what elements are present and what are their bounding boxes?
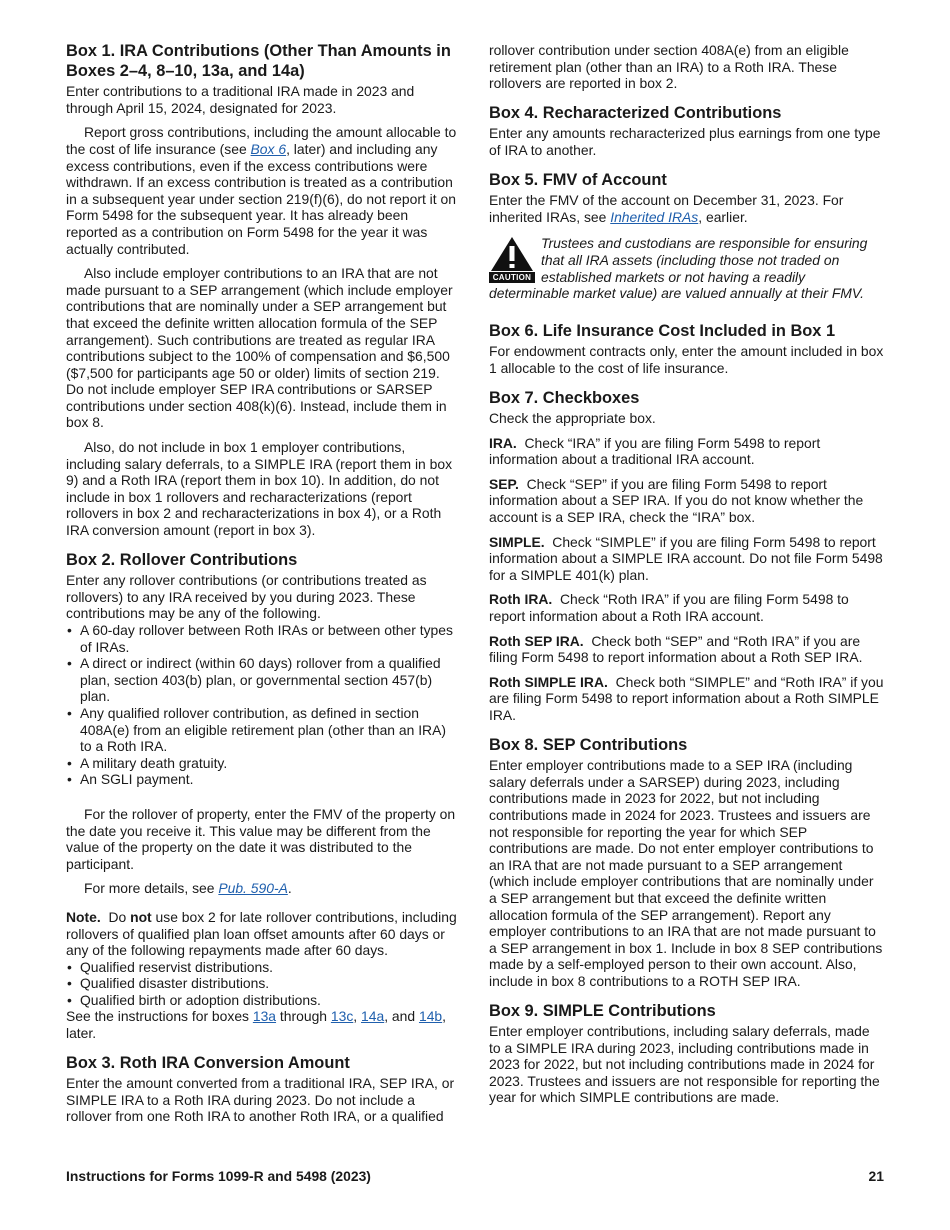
box14a-link[interactable]: 14a (361, 1008, 385, 1025)
left-column (66, 42, 460, 1133)
box8-text: Enter employer contributions made to a SEP IRA (including salary deferrals under a SARSEP) during 2023, including contributions made in 2023 for 2022, but not including contributions made in 2024 for 2023. Trustees and issuers are not responsible for reporting the year for which SEP contributions are made. Do not enter employer contributions to an IRA that are not made pursuant to a SEP arrangement (which include employer contributions that are nominally under a SEP arrangement but that exceed the definite written allocation formula of the SEP arrangement). Report any employer contributions to an IRA that are not made pursuant to a SEP arrangement in box 1. Include in box 8 SEP contributions made by a self-employed person to their own account. Also, include in box 8 contributions to a ROTH SEP IRA. (489, 757, 883, 989)
box6-text: For endowment contracts only, enter the amount included in box 1 allocable to the cost of life insurance. (489, 343, 884, 376)
box9-heading: Box 9. SIMPLE Contributions (489, 1001, 716, 1020)
box13c-link[interactable]: 13c (330, 1008, 354, 1025)
list-item: • Qualified birth or adoption distributions. (66, 992, 460, 1009)
box1-intro: Enter contributions to a traditional IRA made in 2023 and through April 15, 2024, designated for 2023. (66, 83, 415, 116)
box1-paragraph-2: Report gross contributions, including the amount allocable to the cost of life insurance (see Box 6, later) and including any excess contributions, even if the excess contributions were withdrawn. If an excess contribution is treated as a contribution in a subsequent year under section 219(f)(6), do not report it on Form 5498 for the subsequent year. It has already been reported as a contribution on Form 5498 for the year it was actually contributed. (66, 124, 457, 257)
box7-item-sep: SEP. Check “SEP” if you are filing Form 5498 to report information about a SEP IRA. If you do not know whether the account is a SEP IRA, check the “IRA” box. (489, 475, 864, 526)
box2-intro: Enter any rollover contributions (or contributions treated as rollovers) to any IRA received by you during 2023. These contributions may be any of the following. (66, 572, 427, 622)
box13a-link[interactable]: 13a (252, 1008, 277, 1025)
box4-text: Enter any amounts recharacterized plus earnings from one type of IRA to another. (489, 125, 881, 158)
list-item: • An SGLI payment. (66, 771, 460, 788)
box7-item-roth-sep-ira: Roth SEP IRA. Check both “SEP” and “Roth IRA” if you are filing Form 5498 to report information about a Roth SEP IRA. (489, 632, 863, 666)
caution-label: CAUTION (489, 272, 535, 283)
list-item: • A military death gratuity. (66, 755, 460, 772)
list-item: • Qualified reservist distributions. (66, 959, 460, 976)
page-number: 21 (868, 1168, 884, 1184)
box1-paragraph-3: Also include employer contributions to an IRA that are not made pursuant to a SEP arrangement (which include employer contributions that are nominally under a SEP arrangement but that exceed the definite written allocation formula of the SEP arrangement). Such contributions are treated as regular IRA contributions subject to the 100% of compensation and $6,500 ($7,500 for participants age 50 or older) limits of section 219. Do not include employer SEP IRA contributions or SARSEP contributions under section 408(k)(6). Instead, include them in box 8. (66, 265, 453, 431)
box7-intro: Check the appropriate box. (489, 410, 656, 427)
caution-note (489, 235, 884, 301)
box14b-link[interactable]: 14b (418, 1008, 443, 1025)
box3-heading: Box 3. Roth IRA Conversion Amount (66, 1053, 350, 1072)
box1-paragraph-4: Also, do not include in box 1 employer contributions, including salary deferrals, to a SIMPLE IRA (report them in box 9) and a Roth IRA (report them in box 10). In addition, do not include in box 1 rollovers and recharacterizations (report rollovers in box 2 and recharacterizations in box 4), or a Roth IRA conversion amount (report in box 3). (66, 439, 453, 539)
box5-heading: Box 5. FMV of Account (489, 170, 667, 189)
pub-590a-link[interactable]: Pub. 590-A (218, 880, 288, 897)
caution-text: Trustees and custodians are responsible for ensuring that all IRA assets (including those not traded on established markets or not having a readily determinable market value) are valued annually at their FMV. (489, 235, 868, 302)
box5-text: Enter the FMV of the account on December 31, 2023. For inherited IRAs, see Inherited IRAs, earlier. (489, 192, 844, 225)
box7-item-simple: SIMPLE. Check “SIMPLE” if you are filing Form 5498 to report information about a SIMPLE IRA account. Do not file Form 5498 for a SIMPLE 401(k) plan. (489, 533, 883, 583)
note-paragraph: Note. Do not use box 2 for late rollover contributions, including rollovers of qualified plan loan offset amounts after 60 days or any of the following repayments made after 60 days. (66, 908, 457, 959)
list-item: • A 60-day rollover between Roth IRAs or between other types of IRAs. (66, 622, 460, 655)
box3-continued: rollover contribution under section 408A(e) from an eligible retirement plan (other than an IRA) to a Roth IRA. These rollovers are reported in box 2. (489, 42, 849, 92)
box7-item-roth-ira: Roth IRA. Check “Roth IRA” if you are filing Form 5498 to report information about a Roth IRA account. (489, 591, 849, 625)
list-item: • A direct or indirect (within 60 days) rollover from a qualified plan, section 403(b) plan, or governmental section 457(b) plan. (66, 655, 460, 705)
box3-text: Enter the amount converted from a traditional IRA, SEP IRA, or SIMPLE IRA to a Roth IRA during 2023. Do not include a rollover from one Roth IRA to another Roth IRA, or a qualified (66, 1075, 455, 1125)
box2-heading: Box 2. Rollover Contributions (66, 550, 298, 569)
right-column (489, 42, 884, 1114)
box2-bullet-list (66, 622, 460, 788)
footer-title: Instructions for Forms 1099-R and 5498 (2023) (66, 1168, 371, 1184)
box1-heading: Box 1. IRA Contributions (Other Than Amounts in Boxes 2–4, 8–10, 13a, and 14a) (66, 42, 451, 80)
box9-text: Enter employer contributions, including salary deferrals, made to a SIMPLE IRA during 2023, including contributions made in 2023 for 2022, but not including contributions made in 2024 for 2023. Trustees and issuers are not responsible for reporting the year for which SIMPLE contributions are made. (489, 1023, 880, 1106)
box2-property-paragraph: For the rollover of property, enter the FMV of the property on the date you receive it. This value may be different from the value of the property on the date it was distributed to the participant. (66, 805, 456, 872)
box6-link[interactable]: Box 6 (250, 140, 287, 157)
note-bullet-list (66, 959, 460, 1009)
box2-details-paragraph: For more details, see Pub. 590-A. (84, 880, 292, 897)
box7-heading: Box 7. Checkboxes (489, 388, 640, 407)
caution-icon (489, 236, 535, 284)
note-see-instructions: See the instructions for boxes 13a through 13c, 14a, and 14b, later. (66, 1008, 447, 1042)
box4-heading: Box 4. Recharacterized Contributions (489, 103, 782, 122)
box6-heading: Box 6. Life Insurance Cost Included in Box 1 (489, 321, 836, 340)
box8-heading: Box 8. SEP Contributions (489, 735, 688, 754)
box7-item-roth-simple-ira: Roth SIMPLE IRA. Check both “SIMPLE” and “Roth IRA” if you are filing Form 5498 to report information about a Roth SIMPLE IRA. (489, 673, 884, 723)
list-item: • Any qualified rollover contribution, as defined in section 408A(e) from an eligible retirement plan (other than an IRA) to a Roth IRA. (66, 705, 460, 755)
inherited-iras-link[interactable]: Inherited IRAs (610, 208, 699, 225)
box7-item-ira: IRA. Check “IRA” if you are filing Form 5498 to report information about a traditional IRA account. (489, 434, 821, 468)
list-item: • Qualified disaster distributions. (66, 975, 460, 992)
